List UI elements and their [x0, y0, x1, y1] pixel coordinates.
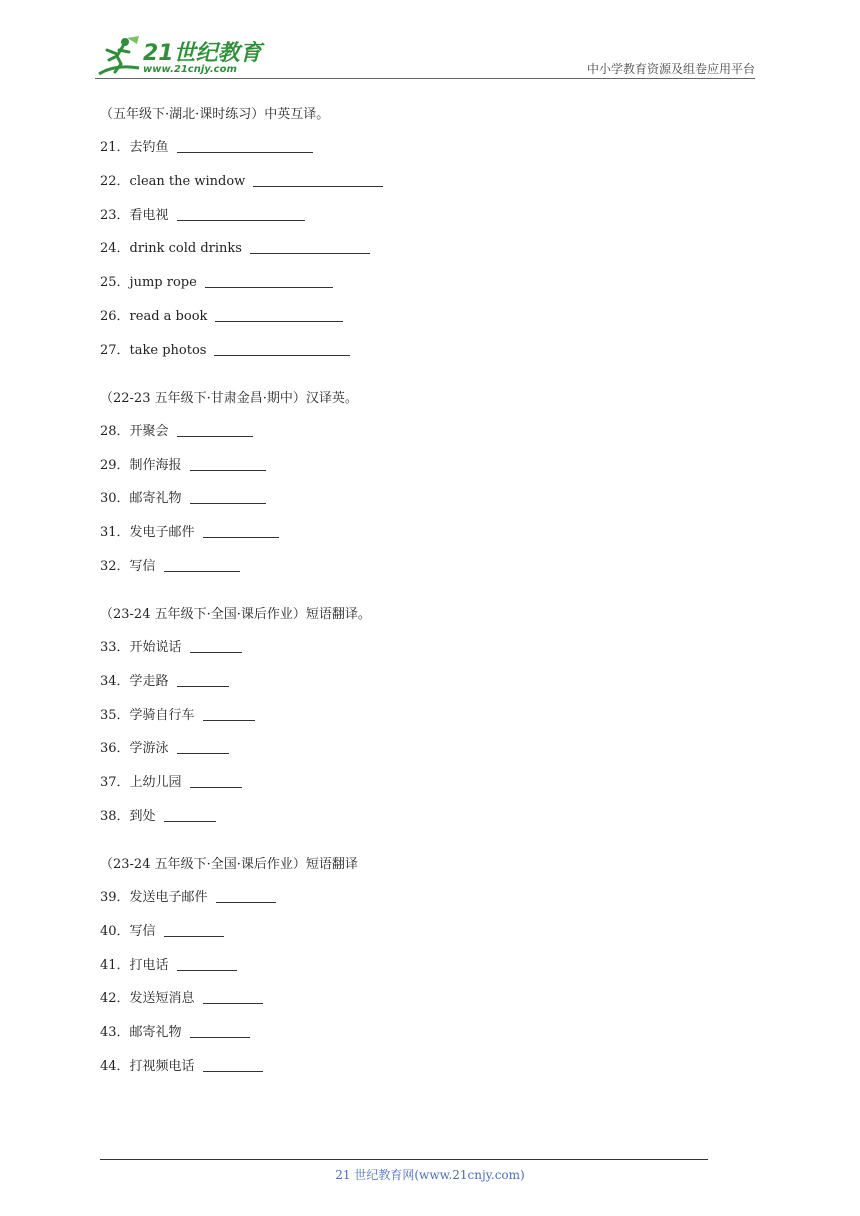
header-platform-text: 中小学教育资源及组卷应用平台 — [586, 62, 755, 76]
question-text: read a book — [129, 308, 208, 324]
question-item — [100, 806, 720, 828]
answer-blank[interactable] — [190, 638, 242, 653]
question-item — [100, 887, 720, 909]
exercise-section — [100, 604, 720, 828]
header-divider — [95, 78, 755, 79]
answer-blank[interactable] — [177, 422, 253, 437]
question-number: 21． — [100, 140, 130, 155]
question-item — [100, 988, 720, 1010]
question-text: 上幼儿园 — [129, 775, 182, 791]
question-text: 邮寄礼物 — [129, 1025, 182, 1041]
question-item — [100, 522, 720, 544]
answer-blank[interactable] — [250, 239, 370, 254]
question-text: 学骑自行车 — [129, 707, 195, 723]
question-item — [100, 955, 720, 977]
question-number: 44． — [100, 1058, 130, 1074]
question-item — [100, 705, 720, 727]
question-number: 25． — [100, 275, 130, 291]
question-text: clean the window — [129, 173, 246, 189]
footer-divider — [100, 1159, 708, 1160]
answer-blank[interactable] — [177, 739, 229, 754]
answer-blank[interactable] — [253, 172, 383, 187]
question-number: 37． — [100, 775, 130, 791]
question-item — [100, 738, 720, 760]
question-item — [100, 171, 720, 193]
section-title: （23-24 五年级下·全国·课后作业）短语翻译 — [100, 856, 358, 872]
question-number: 42． — [100, 991, 130, 1007]
question-number: 36． — [100, 741, 130, 757]
question-text: 打视频电话 — [129, 1058, 195, 1074]
section-title: （23-24 五年级下·全国·课后作业）短语翻译。 — [100, 606, 371, 622]
question-number: 41． — [100, 957, 130, 973]
question-item — [100, 421, 720, 443]
answer-blank[interactable] — [203, 989, 263, 1004]
question-text: 写信 — [129, 558, 156, 574]
section-title: （22-23 五年级下·甘肃金昌·期中）汉译英。 — [100, 390, 358, 406]
answer-blank[interactable] — [203, 523, 279, 538]
question-number: 35． — [100, 707, 130, 723]
question-item — [100, 306, 720, 328]
question-text: 开聚会 — [129, 423, 169, 439]
question-number: 22． — [100, 173, 130, 189]
answer-blank[interactable] — [214, 341, 350, 356]
question-text: take photos — [129, 342, 207, 358]
answer-blank[interactable] — [190, 456, 266, 471]
answer-blank[interactable] — [215, 307, 343, 322]
answer-blank[interactable] — [164, 922, 224, 937]
question-item — [100, 455, 720, 477]
question-number: 34． — [100, 673, 130, 689]
exercise-section — [100, 854, 720, 1078]
question-item — [100, 238, 720, 260]
question-number: 27． — [100, 342, 130, 358]
footer-link[interactable]: 21 世纪教育网(www.21cnjy.com) — [335, 1168, 525, 1182]
question-number: 32． — [100, 558, 130, 574]
question-item — [100, 671, 720, 693]
question-text: 学游泳 — [129, 741, 169, 757]
question-number: 23． — [100, 207, 130, 223]
answer-blank[interactable] — [164, 807, 216, 822]
answer-blank[interactable] — [203, 706, 255, 721]
answer-blank[interactable] — [164, 557, 240, 572]
question-item — [100, 637, 720, 659]
question-item — [100, 1022, 720, 1044]
question-text: jump rope — [129, 275, 197, 291]
answer-blank[interactable] — [177, 956, 237, 971]
answer-blank[interactable] — [177, 206, 305, 221]
answer-blank[interactable] — [190, 773, 242, 788]
question-number: 43． — [100, 1025, 130, 1041]
question-item — [100, 556, 720, 578]
answer-blank[interactable] — [190, 1023, 250, 1038]
answer-blank[interactable] — [205, 273, 333, 288]
question-number: 38． — [100, 808, 130, 824]
question-item — [100, 488, 720, 510]
question-text: 开始说话 — [129, 639, 182, 655]
question-text: 发电子邮件 — [129, 525, 195, 541]
question-text: 看电视 — [129, 207, 169, 223]
question-text: 去钓鱼 — [129, 140, 169, 155]
question-text: 发送电子邮件 — [129, 889, 208, 905]
question-number: 40． — [100, 923, 130, 939]
answer-blank[interactable] — [190, 489, 266, 504]
question-number: 33． — [100, 639, 130, 655]
question-item — [100, 205, 720, 227]
question-text: drink cold drinks — [129, 241, 242, 257]
question-number: 31． — [100, 525, 130, 541]
answer-blank[interactable] — [177, 672, 229, 687]
question-text: 制作海报 — [129, 457, 182, 473]
answer-blank[interactable] — [177, 138, 313, 153]
question-item — [100, 772, 720, 794]
question-text: 学走路 — [129, 673, 169, 689]
question-number: 24． — [100, 241, 130, 257]
question-number: 28． — [100, 423, 130, 439]
question-number: 29． — [100, 457, 130, 473]
question-text: 邮寄礼物 — [129, 491, 182, 507]
question-number: 39． — [100, 889, 130, 905]
site-logo — [95, 34, 265, 78]
section-title: （五年级下·湖北·课时练习）中英互译。 — [100, 107, 330, 122]
question-text: 写信 — [129, 923, 156, 939]
question-item — [100, 340, 720, 362]
exercise-content — [100, 104, 720, 1104]
exercise-section — [100, 104, 720, 362]
exercise-section — [100, 388, 720, 578]
logo-text: 21世纪教育 — [143, 41, 262, 66]
question-item — [100, 921, 720, 943]
question-item — [100, 1056, 720, 1078]
question-text: 到处 — [129, 808, 156, 824]
question-number: 30． — [100, 491, 130, 507]
question-number: 26． — [100, 308, 130, 324]
question-text: 打电话 — [129, 957, 169, 973]
question-item — [100, 137, 720, 159]
page-header — [95, 32, 755, 80]
answer-blank[interactable] — [216, 888, 276, 903]
logo-url-text: www.21cnjy.com — [143, 64, 237, 75]
answer-blank[interactable] — [203, 1057, 263, 1072]
runner-logo-icon — [95, 34, 141, 78]
question-text: 发送短消息 — [129, 991, 195, 1007]
question-item — [100, 272, 720, 294]
